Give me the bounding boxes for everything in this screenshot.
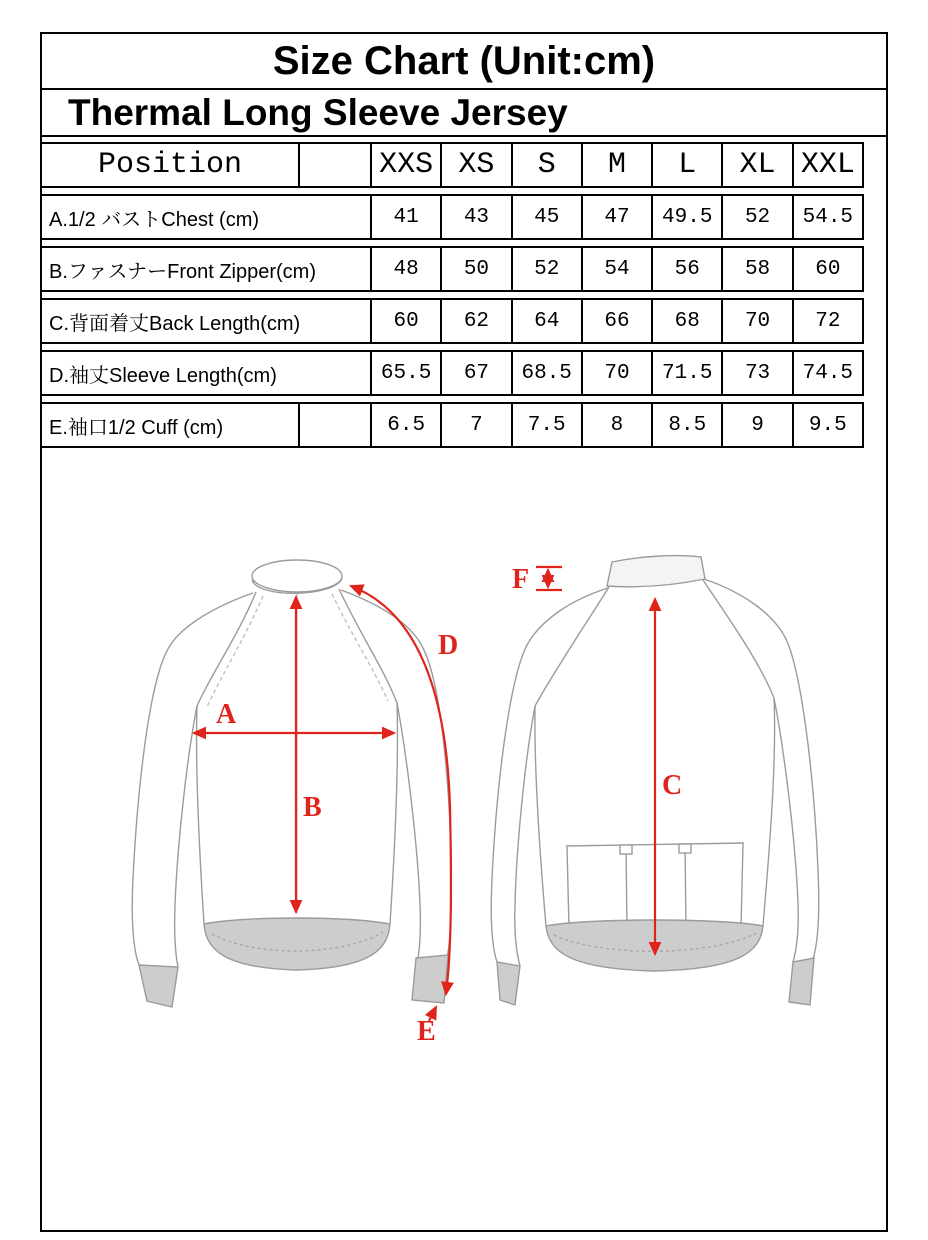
cell-value: 41 xyxy=(370,196,440,238)
cell-value: 68 xyxy=(651,300,721,342)
cell-value: 6.5 xyxy=(370,404,440,446)
cell-value: 48 xyxy=(370,248,440,290)
size-header-m: M xyxy=(581,144,651,186)
cell-value: 74.5 xyxy=(792,352,862,394)
label-d: D xyxy=(438,630,459,661)
size-header-xl: XL xyxy=(721,144,791,186)
front-hem xyxy=(204,918,390,970)
cell-value: 7 xyxy=(440,404,510,446)
cell-value: 43 xyxy=(440,196,510,238)
back-pocket-left xyxy=(567,847,569,928)
front-sleeve-right-outer xyxy=(341,590,451,957)
cell-value: 50 xyxy=(440,248,510,290)
back-side-right xyxy=(763,698,775,926)
front-collar xyxy=(252,560,342,592)
back-pocket-right xyxy=(741,844,743,928)
page-title-text: Size Chart (Unit:cm) xyxy=(272,38,656,83)
cell-value: 62 xyxy=(440,300,510,342)
front-side-left xyxy=(197,706,204,924)
row-label: B.ファスナーFront Zipper(cm) xyxy=(49,260,317,283)
label-c: C xyxy=(662,770,683,801)
label-a: A xyxy=(216,699,237,730)
cell-value: 8.5 xyxy=(651,404,721,446)
size-header-l: L xyxy=(651,144,721,186)
spacer-cell xyxy=(298,144,370,186)
front-raglan-left xyxy=(197,592,256,706)
front-stitch-right xyxy=(332,594,388,701)
jersey-measurement-diagram xyxy=(42,454,886,1230)
back-raglan-left xyxy=(535,587,609,706)
front-sleeve-right-inner xyxy=(397,703,420,958)
back-side-left xyxy=(535,706,546,926)
cell-value: 52 xyxy=(511,248,581,290)
cell-value: 72 xyxy=(792,300,862,342)
cell-value: 9.5 xyxy=(792,404,862,446)
cell-value: 60 xyxy=(792,248,862,290)
back-pocket-divider-2 xyxy=(685,844,686,928)
front-raglan-right xyxy=(339,589,397,703)
back-collar xyxy=(607,556,705,587)
front-sleeve-left-outer xyxy=(132,593,253,965)
cell-value: 60 xyxy=(370,300,440,342)
cell-value: 65.5 xyxy=(370,352,440,394)
cell-value: 73 xyxy=(721,352,791,394)
front-cuff-right xyxy=(412,955,448,1003)
spacer-cell xyxy=(298,404,370,446)
size-table xyxy=(42,137,886,448)
cell-value: 58 xyxy=(721,248,791,290)
product-name xyxy=(42,90,886,137)
label-e: E xyxy=(417,1016,436,1047)
row-label: C.背面着丈Back Length(cm) xyxy=(49,312,301,335)
cell-value: 71.5 xyxy=(651,352,721,394)
cell-value: 7.5 xyxy=(511,404,581,446)
front-side-right xyxy=(390,703,397,924)
back-pocket-divider-1 xyxy=(626,845,627,928)
back-raglan-right xyxy=(703,580,774,698)
cell-value: 47 xyxy=(581,196,651,238)
back-pocket-tab-2 xyxy=(679,844,691,853)
cell-value: 68.5 xyxy=(511,352,581,394)
cell-value: 45 xyxy=(511,196,581,238)
cell-value: 70 xyxy=(721,300,791,342)
cell-value: 66 xyxy=(581,300,651,342)
cell-value: 54 xyxy=(581,248,651,290)
cell-value: 52 xyxy=(721,196,791,238)
front-cuff-left xyxy=(139,965,178,1007)
label-f: F xyxy=(512,564,530,595)
table-row-sleeve-length xyxy=(40,350,864,396)
size-header-s: S xyxy=(511,144,581,186)
front-stitch-left xyxy=(207,596,263,707)
cell-value: 49.5 xyxy=(651,196,721,238)
size-header-xxl: XXL xyxy=(792,144,862,186)
position-header-cell: Position xyxy=(97,148,243,182)
row-label: E.袖口1/2 Cuff (cm) xyxy=(49,416,224,439)
size-chart-sheet xyxy=(40,32,888,1232)
cell-value: 64 xyxy=(511,300,581,342)
table-header-row xyxy=(40,142,864,188)
size-header-xs: XS xyxy=(440,144,510,186)
page-title xyxy=(42,34,886,90)
back-sleeve-right-outer xyxy=(704,579,819,959)
cell-value: 70 xyxy=(581,352,651,394)
collar-height-arrow-f xyxy=(536,567,562,590)
row-label: D.袖丈Sleeve Length(cm) xyxy=(49,364,277,387)
table-row-back-length xyxy=(40,298,864,344)
table-row-cuff xyxy=(40,402,864,448)
back-cuff-right xyxy=(789,958,814,1005)
back-sleeve-left-inner xyxy=(515,706,535,966)
back-sleeve-right-inner xyxy=(774,698,798,962)
label-b: B xyxy=(303,792,322,823)
cell-value: 56 xyxy=(651,248,721,290)
table-row-front-zipper xyxy=(40,246,864,292)
jersey-diagram-svg xyxy=(42,454,886,1230)
cell-value: 9 xyxy=(721,404,791,446)
size-header-xxs: XXS xyxy=(370,144,440,186)
back-pocket-tab-1 xyxy=(620,845,632,854)
table-row-chest xyxy=(40,194,864,240)
product-name-text: Thermal Long Sleeve Jersey xyxy=(68,91,568,133)
row-label: A.1/2 バストChest (cm) xyxy=(49,208,260,231)
back-sleeve-left-outer xyxy=(491,588,608,962)
back-cuff-left xyxy=(497,962,520,1005)
front-sleeve-left-inner xyxy=(175,706,197,967)
cell-value: 67 xyxy=(440,352,510,394)
cell-value: 8 xyxy=(581,404,651,446)
cell-value: 54.5 xyxy=(792,196,862,238)
